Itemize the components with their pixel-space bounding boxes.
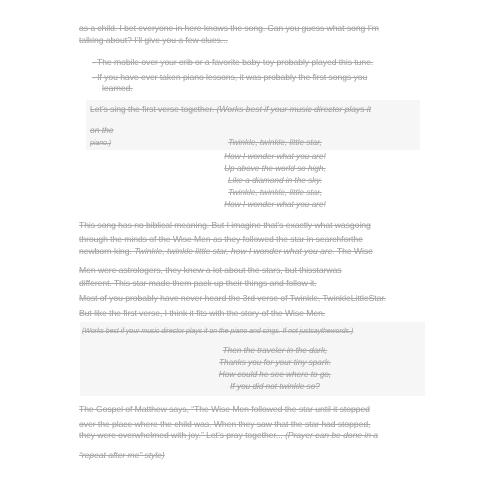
- gospel-plain: they were overwhelmed with joy.” Let’s pray together...: [79, 430, 283, 440]
- verse3-line-2: Thanks you for your tiny spark.: [219, 358, 331, 367]
- sing-first-text: Let’s sing the first verse together.: [90, 104, 215, 114]
- verse3-line-4: If you did not twinkle so?: [230, 382, 320, 391]
- meaning-line-1: This song has no biblical meaning. But I imagine that’s exactly what wasgoing: [79, 220, 371, 230]
- gospel-line-1: The Gospel of Matthew says, “The Wise Men followed the star until it stopped: [79, 404, 370, 414]
- intro-line-2: talking about? I’ll give you a few clues...: [79, 35, 228, 45]
- gospel-line-2: over the place where the child was. When they saw that the star had stopped,: [79, 419, 371, 429]
- meaning-tail: The Wise: [336, 246, 373, 256]
- verse3-line-1: Then the traveler in the dark,: [222, 346, 328, 355]
- sing-first-line: [90, 104, 371, 115]
- gospel-line-3: [79, 430, 378, 441]
- third-verse-line-2: But like the first verse, I think it fits with the story of the Wise Men.: [79, 308, 326, 318]
- verse1-line-3: Up above the world so high,: [224, 164, 326, 173]
- sing-first-note-2: on the: [90, 125, 114, 135]
- clue-item-2-cont: learned.: [102, 83, 133, 93]
- meaning-line-2: through the minds of the Wise Men as they followed the star in searchforthe: [79, 234, 363, 244]
- gospel-line-4: “repeat after me” style): [79, 450, 165, 460]
- sing-first-note: (Works best if your music director plays it: [216, 104, 371, 114]
- intro-line-1: as a child. I bet everyone in here knows the song. Can you guess what song I’m: [79, 23, 379, 33]
- meaning-line-3: [79, 246, 373, 257]
- verse1-line-6: How I wonder what you are!: [224, 200, 326, 209]
- clue-item-2: - If you have ever taken piano lessons, it was probably the first songs you: [92, 72, 368, 82]
- third-verse-line-1: Most of you probably have never heard the 3rd verse of Twinkle, TwinkleLittleStar.: [79, 293, 387, 303]
- verse1-line-5: Twinkle, twinkle, little star,: [228, 188, 322, 197]
- gospel-italic: (Prayer can be done in a: [285, 430, 379, 440]
- verse3-line-3: How could he see where to go,: [218, 370, 332, 379]
- astrologers-line-1: Men were astrologers, they knew a lot about the stars, but thisstarwas: [79, 265, 342, 275]
- sing-first-note-3: piano.): [90, 140, 112, 147]
- verse1-line-4: Like a diamond in the sky.: [227, 176, 323, 185]
- astrologers-line-2: different. This star made them pack up their things and follow it.: [79, 278, 317, 288]
- verse1-line-2: How I wonder what you are!: [224, 152, 326, 161]
- meaning-plain: newborn king.: [79, 246, 132, 256]
- verse1-line-1: Twinkle, twinkle, little star,: [228, 138, 322, 147]
- meaning-italic: Twinkle, twinkle little star, how I wonder what you are.: [134, 246, 335, 256]
- clue-item-1: - The mobile over your crib or a favorite baby toy probably played this tune.: [92, 57, 374, 67]
- sing-note: (Works best if your music director plays it on the piano and sings. If not justsaythewords.): [82, 328, 354, 335]
